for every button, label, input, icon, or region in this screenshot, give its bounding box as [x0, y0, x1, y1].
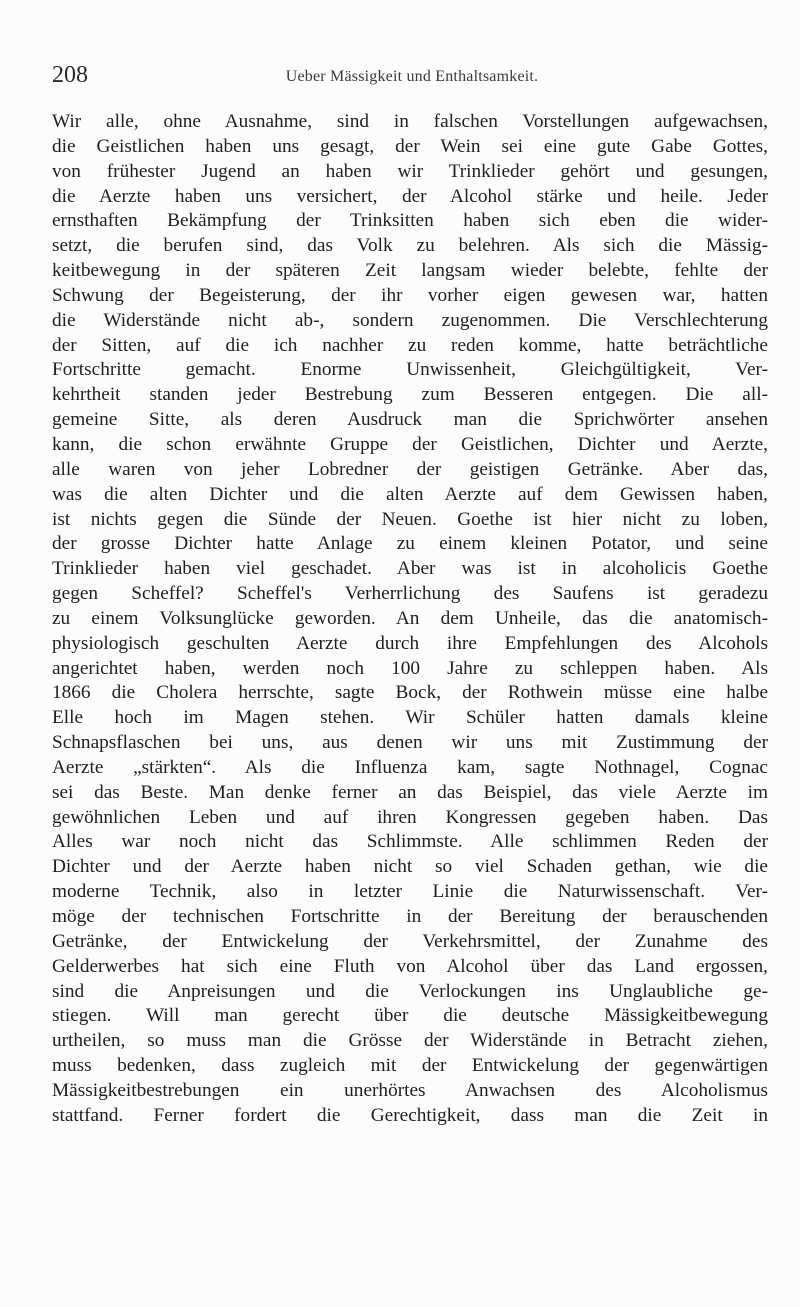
text-line: zu einem Volksunglücke geworden. An dem Unheile, das die anatomisch-	[52, 607, 768, 629]
text-line: was die alten Dichter und die alten Aerzte auf dem Gewissen haben,	[52, 483, 768, 505]
text-line: sind die Anpreisungen und die Verlockungen ins Unglaubliche ge-	[52, 980, 768, 1002]
text-line: angerichtet haben, werden noch 100 Jahre zu schleppen haben. Als	[52, 657, 768, 679]
text-line: 1866 die Cholera herrschte, sagte Bock, der Rothwein müsse eine halbe	[52, 682, 768, 704]
text-line: sei das Beste. Man denke ferner an das Beispiel, das viele Aerzte im	[52, 781, 768, 803]
text-line: alle waren von jeher Lobredner der geistigen Getränke. Aber das,	[52, 458, 768, 480]
text-line: stiegen. Will man gerecht über die deutsche Mässigkeitbewegung	[52, 1005, 768, 1027]
text-line: ernsthaften Bekämpfung der Trinksitten haben sich eben die wider-	[52, 210, 768, 232]
text-line: Schwung der Begeisterung, der ihr vorher eigen gewesen war, hatten	[52, 284, 768, 306]
text-line: gemeine Sitte, als deren Ausdruck man die Sprichwörter ansehen	[52, 409, 768, 431]
text-line: moderne Technik, also in letzter Linie die Naturwissenschaft. Ver-	[52, 881, 768, 903]
text-line: muss bedenken, dass zugleich mit der Entwickelung der gegenwärtigen	[52, 1055, 768, 1077]
text-line: setzt, die berufen sind, das Volk zu belehren. Als sich die Mässig-	[52, 235, 768, 257]
text-line: Wir alle, ohne Ausnahme, sind in falschen Vorstellungen aufgewachsen,	[52, 111, 768, 132]
text-line: der Sitten, auf die ich nachher zu reden komme, hatte beträchtliche	[52, 334, 768, 356]
text-line: die Widerstände nicht ab-, sondern zugenommen. Die Verschlechterung	[52, 309, 768, 331]
text-line: Mässigkeitbestrebungen ein unerhörtes Anwachsen des Alcoholismus	[52, 1079, 768, 1101]
text-line: ist nichts gegen die Sünde der Neuen. Goethe ist hier nicht zu loben,	[52, 508, 768, 530]
text-line: Fortschritte gemacht. Enorme Unwissenheit, Gleichgültigkeit, Ver-	[52, 359, 768, 381]
text-line: Gelderwerbes hat sich eine Fluth von Alcohol über das Land ergossen,	[52, 955, 768, 977]
text-line: kann, die schon erwähnte Gruppe der Geistlichen, Dichter und Aerzte,	[52, 433, 768, 455]
page-number: 208	[52, 62, 88, 88]
text-line: die Geistlichen haben uns gesagt, der Wein sei eine gute Gabe Gottes,	[52, 135, 768, 157]
text-line: die Aerzte haben uns versichert, der Alcohol stärke und heile. Jeder	[52, 185, 768, 207]
page-header	[52, 62, 772, 94]
text-line: urtheilen, so muss man die Grösse der Widerstände in Betracht ziehen,	[52, 1030, 768, 1052]
text-line: keitbewegung in der späteren Zeit langsam wieder belebte, fehlte der	[52, 260, 768, 282]
text-line: kehrtheit standen jeder Bestrebung zum Besseren entgegen. Die all-	[52, 384, 768, 406]
text-line: gegen Scheffel? Scheffel's Verherrlichung des Saufens ist geradezu	[52, 583, 768, 605]
text-line: Alles war noch nicht das Schlimmste. Alle schlimmen Reden der	[52, 831, 768, 853]
text-line: physiologisch geschulten Aerzte durch ihre Empfehlungen des Alcohols	[52, 632, 768, 654]
text-line: Schnapsflaschen bei uns, aus denen wir uns mit Zustimmung der	[52, 732, 768, 754]
text-line: möge der technischen Fortschritte in der Bereitung der berauschenden	[52, 906, 768, 927]
text-line: stattfand. Ferner fordert die Gerechtigkeit, dass man die Zeit in	[52, 1104, 768, 1126]
text-line: Aerzte „stärkten“. Als die Influenza kam, sagte Nothnagel, Cognac	[52, 756, 768, 778]
text-line: Getränke, der Entwickelung der Verkehrsmittel, der Zunahme des	[52, 930, 768, 952]
text-line: Elle hoch im Magen stehen. Wir Schüler hatten damals kleine	[52, 707, 768, 729]
text-line: Trinklieder haben viel geschadet. Aber was ist in alcoholicis Goethe	[52, 558, 768, 580]
text-line: Dichter und der Aerzte haben nicht so viel Schaden gethan, wie die	[52, 856, 768, 878]
body-text	[52, 110, 768, 1129]
running-title: Ueber Mässigkeit und Enthaltsamkeit.	[285, 68, 539, 85]
text-line: gewöhnlichen Leben und auf ihren Kongressen gegeben haben. Das	[52, 806, 768, 828]
text-line: von frühester Jugend an haben wir Trinklieder gehört und gesungen,	[52, 160, 768, 182]
text-line: der grosse Dichter hatte Anlage zu einem kleinen Potator, und seine	[52, 533, 768, 555]
